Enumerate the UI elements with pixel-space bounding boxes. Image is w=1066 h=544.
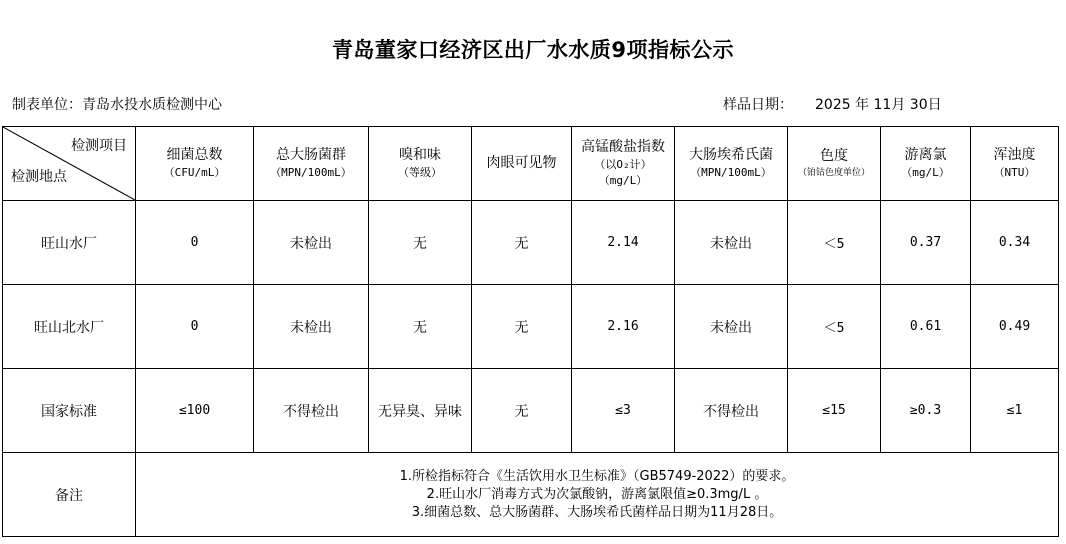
table-cell: 0 bbox=[136, 201, 254, 285]
header-free-chlorine: 游离氯 （mg/L） bbox=[881, 127, 971, 201]
note-line: 3.细菌总数、总大肠菌群、大肠埃希氏菌样品日期为11月28日。 bbox=[411, 504, 783, 520]
table-cell: ≤3 bbox=[572, 369, 675, 453]
issuer-value: 青岛水投水质检测中心 bbox=[82, 97, 222, 113]
table-row bbox=[3, 201, 1059, 285]
sample-date-value: 2025 年 11月 30日 bbox=[815, 97, 942, 113]
table-cell: 未检出 bbox=[254, 201, 369, 285]
notes-row bbox=[3, 453, 1059, 537]
note-line: 2.旺山水厂消毒方式为次氯酸钠，游离氯限值≥0.3mg/L 。 bbox=[426, 486, 768, 502]
water-quality-table bbox=[2, 126, 1059, 537]
table-cell: 未检出 bbox=[675, 201, 788, 285]
table-cell: ≤100 bbox=[136, 369, 254, 453]
header-permanganate: 高锰酸盐指数 （以O₂计） （mg/L） bbox=[572, 127, 675, 201]
table-cell: 无 bbox=[472, 201, 572, 285]
table-cell: 0.34 bbox=[971, 201, 1059, 285]
table-cell: ＜5 bbox=[788, 285, 881, 369]
table-cell: 0 bbox=[136, 285, 254, 369]
notes-content bbox=[136, 453, 1059, 537]
sample-date-info bbox=[723, 94, 942, 114]
page-title: 青岛董家口经济区出厂水水质9项指标公示 bbox=[331, 38, 735, 62]
table-cell: ＜5 bbox=[788, 201, 881, 285]
table-row bbox=[3, 285, 1059, 369]
table-cell: 2.14 bbox=[572, 201, 675, 285]
table-cell: 未检出 bbox=[675, 285, 788, 369]
table-cell: 无 bbox=[369, 285, 472, 369]
notes-label: 备注 bbox=[3, 453, 136, 537]
table-cell: 无 bbox=[369, 201, 472, 285]
table-cell: 无 bbox=[472, 285, 572, 369]
table-cell: 不得检出 bbox=[675, 369, 788, 453]
header-turbidity: 浑浊度 （NTU） bbox=[971, 127, 1059, 201]
table-cell: ≥0.3 bbox=[881, 369, 971, 453]
table-cell: 2.16 bbox=[572, 285, 675, 369]
header-color: 色度 （铂钴色度单位） bbox=[788, 127, 881, 201]
table-cell: 0.49 bbox=[971, 285, 1059, 369]
header-ecoli: 大肠埃希氏菌 （MPN/100mL） bbox=[675, 127, 788, 201]
issuer-info bbox=[12, 94, 222, 114]
table-cell: 无异臭、异味 bbox=[369, 369, 472, 453]
site-name: 旺山水厂 bbox=[3, 201, 136, 285]
table-row bbox=[3, 369, 1059, 453]
table-cell: 未检出 bbox=[254, 285, 369, 369]
header-bacteria: 细菌总数 （CFU/mL） bbox=[136, 127, 254, 201]
site-name: 旺山北水厂 bbox=[3, 285, 136, 369]
header-odor: 嗅和味 （等级） bbox=[369, 127, 472, 201]
sample-date-label: 样品日期： bbox=[723, 97, 793, 113]
corner-site-label: 检测地点 bbox=[11, 169, 67, 185]
note-line: 1.所检指标符合《生活饮用水卫生标准》（GB5749-2022）的要求。 bbox=[399, 468, 795, 484]
site-name: 国家标准 bbox=[3, 369, 136, 453]
table-cell: 无 bbox=[472, 369, 572, 453]
corner-item-label: 检测项目 bbox=[71, 138, 127, 154]
header-row bbox=[3, 127, 1059, 201]
table-cell: 0.61 bbox=[881, 285, 971, 369]
table-cell: 不得检出 bbox=[254, 369, 369, 453]
table-cell: ≤1 bbox=[971, 369, 1059, 453]
header-coliform: 总大肠菌群 （MPN/100mL） bbox=[254, 127, 369, 201]
header-visible-matter: 肉眼可见物 bbox=[472, 127, 572, 201]
corner-header-cell bbox=[3, 127, 136, 201]
table-cell: 0.37 bbox=[881, 201, 971, 285]
issuer-label: 制表单位： bbox=[12, 97, 82, 113]
table-cell: ≤15 bbox=[788, 369, 881, 453]
